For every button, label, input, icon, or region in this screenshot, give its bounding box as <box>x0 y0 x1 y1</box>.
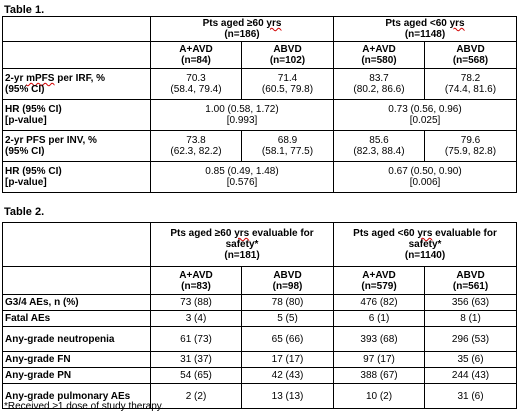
arm-header: A+AVD (n=83) <box>151 267 242 295</box>
data-cell: 70.3 (58.4, 79.4) <box>151 69 242 100</box>
data-cell: 8 (1) <box>425 311 517 327</box>
data-cell: 10 (2) <box>334 384 425 409</box>
arm-header: ABVD (n=102) <box>242 42 334 69</box>
hr-cell-young: 0.73 (0.56, 0.96) [0.025] <box>334 100 517 131</box>
data-cell: 78.2 (74.4, 81.6) <box>425 69 517 100</box>
corner-cell <box>3 17 151 42</box>
data-cell: 356 (63) <box>425 295 517 311</box>
group-header-old <box>151 17 334 42</box>
hr-cell-old: 0.85 (0.49, 1.48) [0.576] <box>151 162 334 193</box>
row-label: Any-grade neutropenia <box>3 327 151 352</box>
data-cell: 31 (6) <box>425 384 517 409</box>
hr-cell-young: 0.67 (0.50, 0.90) [0.006] <box>334 162 517 193</box>
row-label: Any-grade pulmonary AEs <box>3 384 151 409</box>
row-label: Any-grade FN <box>3 352 151 368</box>
data-cell: 6 (1) <box>334 311 425 327</box>
group-header-old-label: Pts aged ≥60 yrs <box>202 18 282 29</box>
data-cell: 296 (53) <box>425 327 517 352</box>
group-header-young-n: (n=1140) <box>404 250 446 261</box>
hr-cell-old: 1.00 (0.58, 1.72) [0.993] <box>151 100 334 131</box>
table1-title: Table 1. <box>4 4 45 16</box>
group-header-old <box>151 223 334 267</box>
group-header-old-n: (n=186) <box>224 29 260 40</box>
data-cell: 2 (2) <box>151 384 242 409</box>
data-cell: 244 (43) <box>425 368 517 384</box>
data-cell: 476 (82) <box>334 295 425 311</box>
row-label: Any-grade PN <box>3 368 151 384</box>
data-cell: 85.6 (82.3, 88.4) <box>334 131 425 162</box>
row-label-hr: HR (95% CI) [p-value] <box>3 100 151 131</box>
data-cell: 73.8 (62.3, 82.2) <box>151 131 242 162</box>
row-label: G3/4 AEs, n (%) <box>3 295 151 311</box>
efficacy-table <box>2 16 517 193</box>
data-cell: 3 (4) <box>151 311 242 327</box>
data-cell: 393 (68) <box>334 327 425 352</box>
group-header-young-n: (n=1148) <box>404 29 446 40</box>
data-cell: 31 (37) <box>151 352 242 368</box>
data-cell: 68.9 (58.1, 77.5) <box>242 131 334 162</box>
arm-header: A+AVD (n=84) <box>151 42 242 69</box>
row-label: Fatal AEs <box>3 311 151 327</box>
arm-header: ABVD (n=561) <box>425 267 517 295</box>
data-cell: 97 (17) <box>334 352 425 368</box>
data-cell: 65 (66) <box>242 327 334 352</box>
row-label-mpfs: 2-yr mPFS per IRF, % (95% CI) <box>3 69 151 100</box>
data-cell: 79.6 (75.9, 82.8) <box>425 131 517 162</box>
arm-header: ABVD (n=98) <box>242 267 334 295</box>
data-cell: 83.7 (80.2, 86.6) <box>334 69 425 100</box>
group-header-old-n: (n=181) <box>224 250 260 261</box>
group-header-young-label: Pts aged <60 yrs evaluable for safety* <box>353 228 497 250</box>
row-label-hr: HR (95% CI) [p-value] <box>3 162 151 193</box>
safety-table <box>2 222 517 409</box>
group-header-old-label: Pts aged ≥60 yrs evaluable for safety* <box>170 228 314 250</box>
data-cell: 54 (65) <box>151 368 242 384</box>
group-header-young <box>334 17 517 42</box>
group-header-young <box>334 223 517 267</box>
row-label-pfs: 2-yr PFS per INV, % (95% CI) <box>3 131 151 162</box>
data-cell: 71.4 (60.5, 79.8) <box>242 69 334 100</box>
footnote: *Received ≥1 dose of study therapy. <box>4 401 164 412</box>
data-cell: 388 (67) <box>334 368 425 384</box>
corner-cell <box>3 223 151 267</box>
data-cell: 5 (5) <box>242 311 334 327</box>
data-cell: 35 (6) <box>425 352 517 368</box>
data-cell: 17 (17) <box>242 352 334 368</box>
data-cell: 73 (88) <box>151 295 242 311</box>
blank-cell <box>3 267 151 295</box>
arm-header: A+AVD (n=580) <box>334 42 425 69</box>
arm-header: A+AVD (n=579) <box>334 267 425 295</box>
data-cell: 78 (80) <box>242 295 334 311</box>
data-cell: 13 (13) <box>242 384 334 409</box>
arm-header: ABVD (n=568) <box>425 42 517 69</box>
table2-title: Table 2. <box>4 206 45 218</box>
data-cell: 42 (43) <box>242 368 334 384</box>
blank-cell <box>3 42 151 69</box>
group-header-young-label: Pts aged <60 yrs <box>385 18 465 29</box>
data-cell: 61 (73) <box>151 327 242 352</box>
